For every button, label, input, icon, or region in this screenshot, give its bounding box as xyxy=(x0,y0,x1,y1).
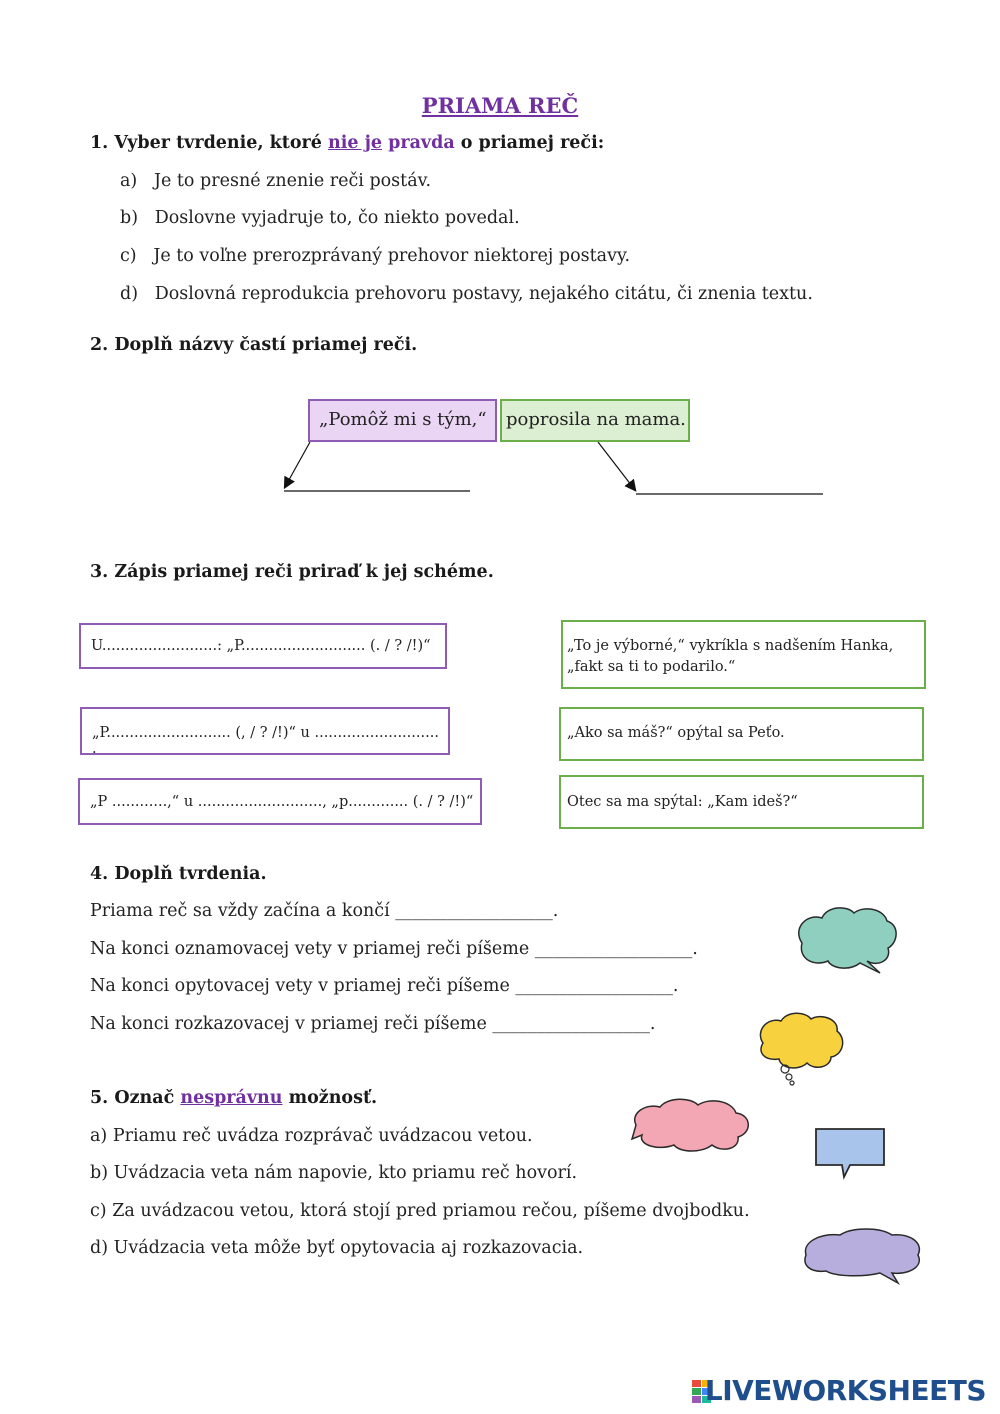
q5-hl: nesprávnu xyxy=(180,1088,283,1108)
q1-hl-pravda: pravda xyxy=(388,133,455,153)
q2-quote-box: „Pomôž mi s tým,“ xyxy=(308,399,497,442)
option-text: Je to presné znenie reči postáv. xyxy=(153,171,432,191)
example-1[interactable]: „To je výborné,“ vykríkla s nadšením Hanka, „fakt sa ti to podarilo.“ xyxy=(561,620,926,689)
option-letter: a) xyxy=(120,171,138,191)
scheme-2[interactable]: „P........................... (, / ? /!)“ u ........................... . xyxy=(80,707,450,755)
example-3[interactable]: Otec sa ma spýtal: „Kam ideš?“ xyxy=(559,775,924,829)
q1-option-a[interactable] xyxy=(120,171,431,191)
q5-pre: 5. Označ xyxy=(90,1088,175,1108)
q1-post: o priamej reči: xyxy=(460,133,605,153)
q1-option-b[interactable] xyxy=(120,208,520,228)
arrow-left xyxy=(285,442,310,487)
q4-line-4[interactable]: Na konci rozkazovacej v priamej reči píšeme __________________. xyxy=(90,1014,656,1034)
yellow-cloud-icon xyxy=(755,1011,850,1086)
q5-option-a[interactable]: a) Priamu reč uvádza rozprávač uvádzacou vetou. xyxy=(90,1126,533,1146)
blue-bubble-icon xyxy=(812,1125,890,1180)
pink-cloud-icon xyxy=(628,1095,758,1157)
q3-heading: 3. Zápis priamej reči priraď k jej schéme. xyxy=(90,562,494,582)
brand-name: LIVEWORKSHEETS xyxy=(704,1374,986,1407)
q4-line-3[interactable]: Na konci opytovacej vety v priamej reči píšeme __________________. xyxy=(90,976,679,996)
page-title: PRIAMA REČ xyxy=(421,93,579,118)
q1-hl-nie-je: nie je xyxy=(327,133,383,153)
q1-pre: Vyber tvrdenie, ktoré xyxy=(114,133,322,153)
q5-option-d[interactable]: d) Uvádzacia veta môže byť opytovacia aj rozkazovacia. xyxy=(90,1238,584,1258)
q2-arrows xyxy=(270,440,840,500)
option-letter: c) xyxy=(120,246,137,266)
example-2[interactable]: „Ako sa máš?“ opýtal sa Peťo. xyxy=(559,707,924,761)
option-letter: d) xyxy=(120,284,139,304)
scheme-1[interactable]: U.........................: „P........................... (. / ? /!)“ xyxy=(79,623,447,669)
q5-post: možnosť. xyxy=(288,1088,378,1108)
scheme-3[interactable]: „P ............,“ u ..........................., „p............. (. / ? /!)“ xyxy=(78,778,482,825)
q5-option-c[interactable]: c) Za uvádzacou vetou, ktorá stojí pred priamou rečou, píšeme dvojbodku. xyxy=(90,1201,750,1221)
option-text: Je to voľne prerozprávaný prehovor niektorej postavy. xyxy=(153,246,631,266)
q2-tag-box: poprosila na mama. xyxy=(500,399,690,442)
q1-option-c[interactable] xyxy=(120,246,630,266)
option-letter: b) xyxy=(120,208,139,228)
teal-cloud-icon xyxy=(792,903,902,978)
option-text: Doslovne vyjadruje to, čo niekto povedal. xyxy=(154,208,520,228)
q4-heading: 4. Doplň tvrdenia. xyxy=(90,864,267,884)
q4-line-1[interactable]: Priama reč sa vždy začína a končí __________________. xyxy=(90,901,559,921)
q4-line-2[interactable]: Na konci oznamovacej vety v priamej reči píšeme __________________. xyxy=(90,939,698,959)
option-text: Doslovná reprodukcia prehovoru postavy, nejakého citátu, či znenia textu. xyxy=(154,284,813,304)
q5-heading xyxy=(90,1088,377,1108)
q5-option-b[interactable]: b) Uvádzacia veta nám napovie, kto priamu reč hovorí. xyxy=(90,1163,578,1183)
lilac-cloud-icon xyxy=(800,1225,928,1287)
q1-heading xyxy=(90,133,604,153)
q2-heading: 2. Doplň názvy častí priamej reči. xyxy=(90,335,418,355)
q1-num: 1. xyxy=(90,133,109,153)
arrow-right xyxy=(598,442,635,490)
q1-option-d[interactable] xyxy=(120,284,813,304)
